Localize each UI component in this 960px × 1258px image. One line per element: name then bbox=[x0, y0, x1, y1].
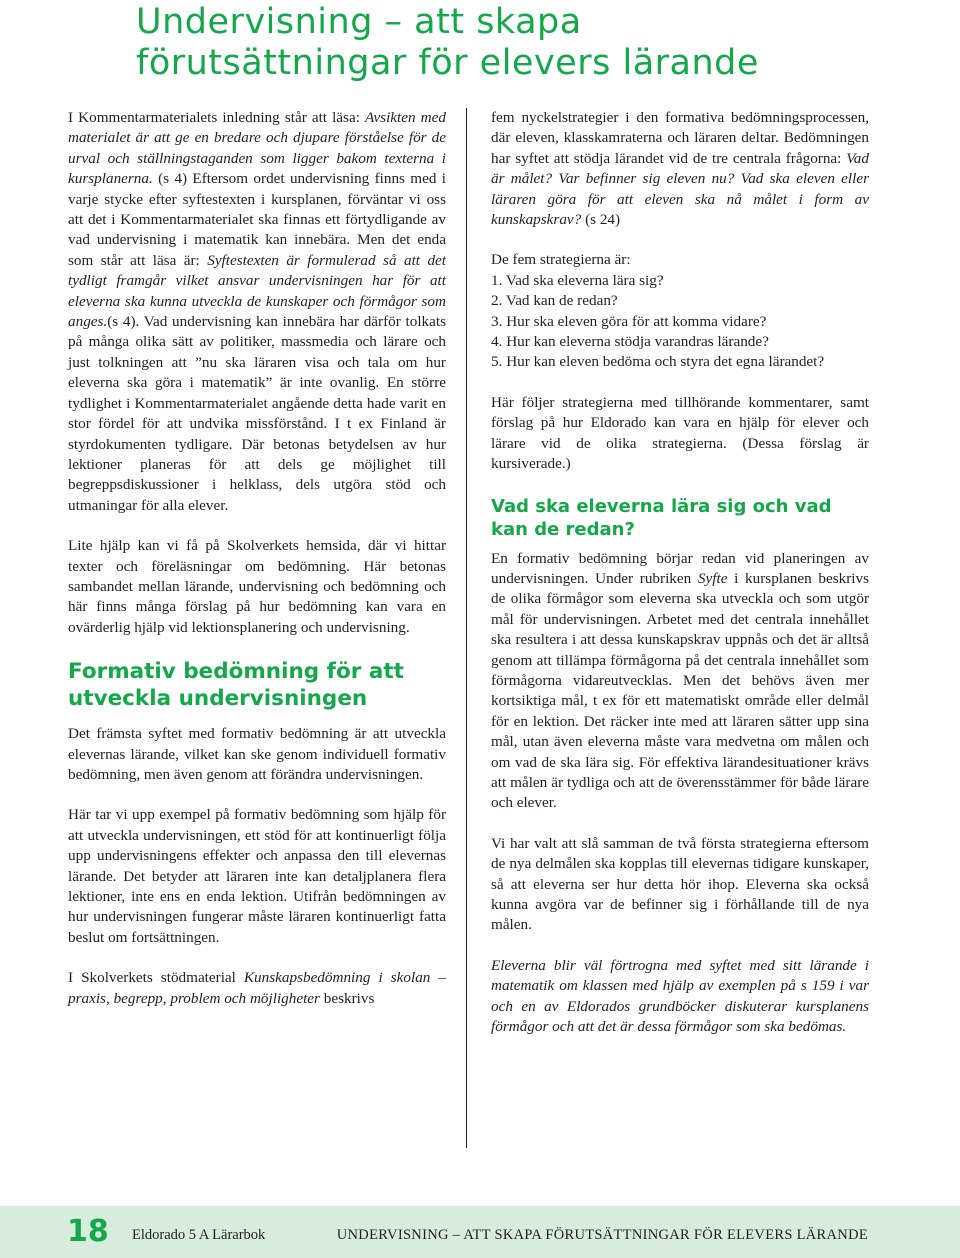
suggestion-italic: Eleverna blir väl förtrogna med syftet med sitt lärande i matematik om klassen med hjälp av exemplen på s 159 i var och en av Eldorados grundböcker diskuterar kursplanens förmågor och att det är dessa förmågor som ska bedömas. bbox=[491, 956, 869, 1036]
section-heading-vad-ska: Vad ska eleverna lära sig och vad kan de redan? bbox=[491, 495, 832, 540]
text-run: beskrivs bbox=[319, 989, 375, 1007]
running-title: UNDERVISNING – ATT SKAPA FÖRUTSÄTTNINGAR FÖR ELEVERS LÄRANDE bbox=[336, 1227, 868, 1243]
text-run: fem nyckelstrategier i den formativa bedömningsprocessen, där eleven, klasskamraterna och läraren deltar. Bedömningen har syftet att stödja lärandet vid de tre centrala frågorna: bbox=[491, 109, 869, 167]
page-title-line-1: Undervisning – att skapa bbox=[136, 2, 582, 42]
quote-italic: Avsikten med materialet är att ge en bredare och djupare förståelse för de urval och ställningstaganden som ligger bakom texterna i kursplanerna. bbox=[68, 109, 446, 188]
left-paragraph-2: Lite hjälp kan vi få på Skolverkets hemsida, där vi hittar texter och föreläsningar om bedömning. Här betonas sambandet mellan lärande, undervisning och bedömning och här finns många förslag på hur bedömning kan vara en ovärderlig hjälp vid lektionsplanering och undervisning. bbox=[68, 537, 446, 636]
page-title-line-2: förutsättningar för elevers lärande bbox=[136, 43, 759, 83]
strategy-item: 5. Hur kan eleven bedöma och styra det egna lärandet? bbox=[491, 353, 825, 371]
strategies-list bbox=[491, 271, 869, 373]
strategies-intro: De fem strategierna är: bbox=[491, 251, 631, 269]
book-title: Eldorado 5 A Lärarbok bbox=[132, 1227, 266, 1243]
source-title-italic: Kunskapsbedömning i skolan – praxis, begrepp, problem och möjligheter bbox=[68, 969, 446, 1007]
text-run: i kursplanen beskrivs de olika förmågor som eleverna ska utveckla och som utgör mål för undervisningen. Arbetet med det centrala innehållet ska resultera i att dessa kunskapskrav uppnås och det är alltså genom att tillämpa förmågorna på det centrala innehållet som förmågorna vidareutvecklas. Men det behövs även mer kortsiktiga mål, t ex för ett matematiskt område eller delmål för en lektion. Det räcker inte med att läraren sätter upp sina mål, utan även eleverna måste vara medvetna om målen och om vad de ska lära sig. För effektiva lärandesituationer krävs att målen är tydliga och att de överensstämmer för både lärare och elever. bbox=[491, 569, 869, 812]
left-paragraph-4: Här tar vi upp exempel på formativ bedömning som hjälp för att utveckla undervisningen, ett stöd för att kontinuerligt följa upp undervisningens effekter och anpassa den till elevernas lärande. Det betyder att läraren inte kan detaljplanera flera lektioner, inte ens en enda lektion. Utifrån bedömningen av hur undervisningen fungerar måste läraren kontinuerligt fatta beslut om fortsättningen. bbox=[68, 806, 446, 946]
quote-italic: Syftestexten är formulerad så att det tydligt framgår vilket ansvar undervisningen har för att eleverna ska kunna utveckla de kunskaper och förmågor som anges. bbox=[68, 251, 446, 331]
right-paragraph-1 bbox=[491, 108, 869, 230]
right-paragraph-3 bbox=[491, 549, 869, 814]
strategy-item: 3. Hur ska eleven göra för att komma vidare? bbox=[491, 312, 767, 330]
term-italic: Syfte bbox=[697, 569, 728, 587]
text-run: En formativ bedömning börjar redan vid planeringen av undervisningen. Under rubriken bbox=[491, 549, 869, 587]
page-title bbox=[136, 2, 956, 84]
section-heading-formativ: Formativ bedömning för att utveckla undervisningen bbox=[68, 659, 404, 712]
left-paragraph-1 bbox=[68, 108, 446, 516]
page-footer bbox=[0, 1206, 960, 1258]
left-paragraph-5 bbox=[68, 968, 446, 1009]
text-run: I Kommentarmaterialets inledning står att läsa: bbox=[68, 109, 365, 126]
right-paragraph-2: Här följer strategierna med tillhörande kommentarer, samt förslag på hur Eldorado kan vara en hjälp för elever och lärare vid de olika strategierna. (Dessa förslag är kursiverade.) bbox=[491, 393, 869, 473]
text-run: I Skolverkets stödmaterial bbox=[68, 969, 244, 987]
text-run: (s 24) bbox=[581, 211, 621, 229]
strategy-item: 4. Hur kan eleverna stödja varandras lärande? bbox=[491, 333, 769, 351]
left-paragraph-3: Det främsta syftet med formativ bedömning är att utveckla elevernas lärande, vilket kan ske genom individuell formativ bedömning, men även genom att förändra undervisningen. bbox=[68, 725, 446, 783]
column-divider bbox=[466, 108, 467, 1148]
text-run: (s 4). Vad undervisning kan innebära har därför tolkats på många olika sätt av politiker, massmedia och lärare och just tolkningen att ”nu ska läraren visa och tala om hur eleverna ska göra i matematik” är inte ovanlig. En större tydlighet i Kommentarmaterialet angående detta hade varit en stor fördel för att undvika missförstånd. I t ex Finland är styrdokumenten tydligare. Där betonas betydelsen av hur lektioner planeras för att dels ge möjlighet till begreppsdiskussioner i helklass, dels utgöra stöd och utmaningar för alla elever. bbox=[68, 313, 446, 514]
right-paragraph-4: Vi har valt att slå samman de två första strategierna eftersom de nya delmålen ska kopplas till elevernas tidigare kunskaper, så att eleverna ser hur detta hör ihop. Eleverna ska också kunna avgöra var de befinner sig i förhållande till de nya målen. bbox=[491, 834, 869, 934]
strategy-item: 2. Vad kan de redan? bbox=[491, 292, 618, 310]
right-paragraph-5-suggestion bbox=[491, 956, 869, 1038]
right-column bbox=[491, 108, 869, 1057]
left-column bbox=[68, 108, 446, 1029]
strategy-item: 1. Vad ska eleverna lära sig? bbox=[491, 271, 664, 289]
page-number: 18 bbox=[67, 1214, 109, 1249]
quote-italic: Vad är målet? Var befinner sig eleven nu? Vad ska eleven eller läraren göra för att eleven ska nå målet i form av kunskapskrav? bbox=[491, 149, 869, 229]
text-run: (s 4) Eftersom ordet undervisning finns med i varje stycke efter syftestexten i kursplanen, förväntar vi oss att det i Kommentarmaterialet ska finnas ett förtydligande av vad undervisning i matematik kan innebära. Men det enda som står att läsa är: bbox=[68, 170, 446, 269]
